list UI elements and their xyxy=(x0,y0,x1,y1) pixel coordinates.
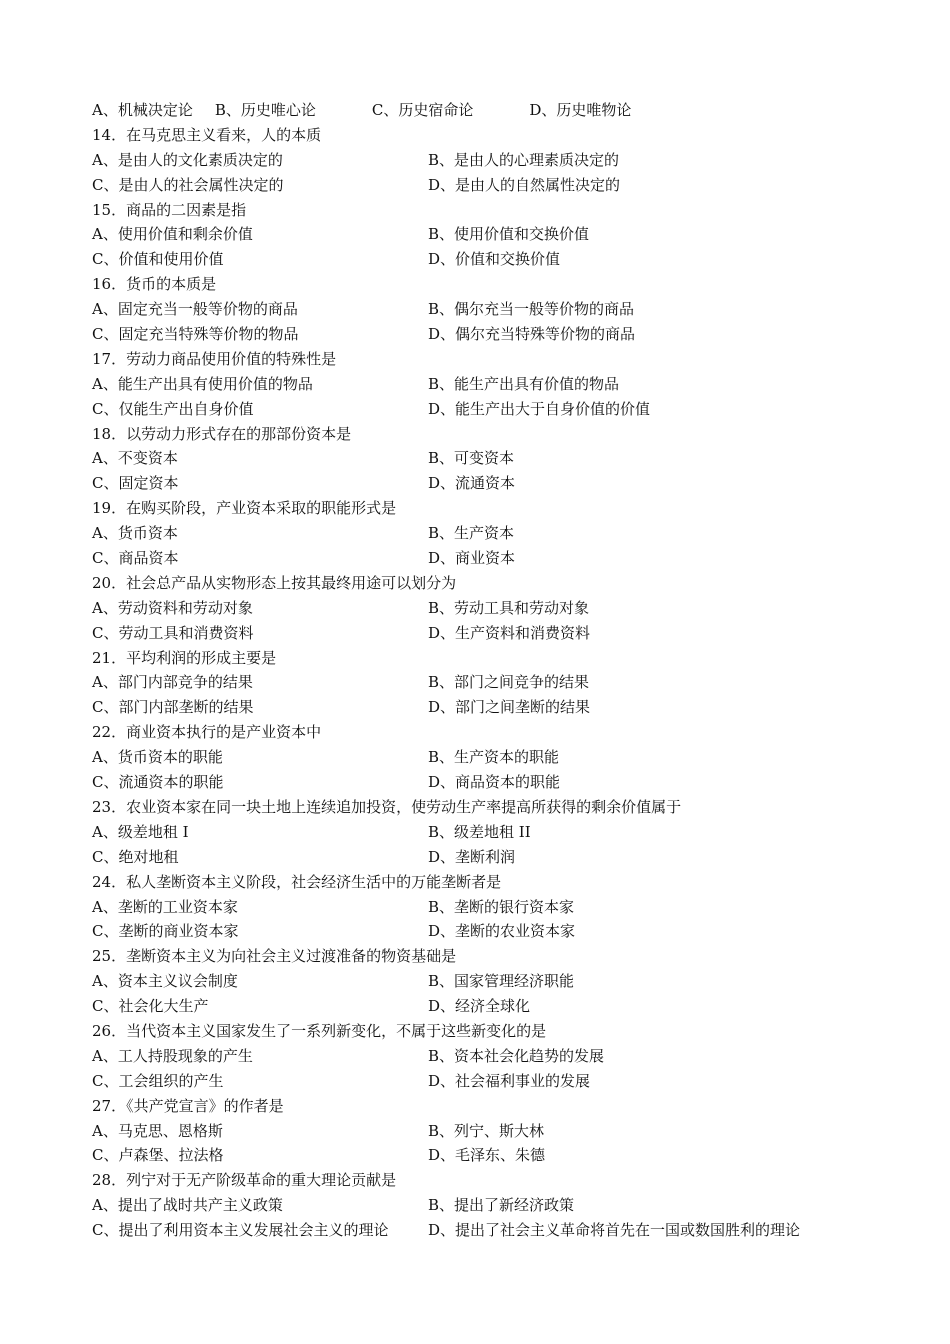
question-stem: 16．货币的本质是 xyxy=(92,275,217,294)
option-row xyxy=(92,1218,882,1243)
option-d: D、能生产出大于自身价值的价值 xyxy=(428,399,651,418)
option-b: B、列宁、斯大林 xyxy=(428,1121,545,1140)
option-d: D、历史唯物论 xyxy=(529,101,632,119)
option-a: A、是由人的文化素质决定的 xyxy=(92,150,283,169)
question-stem: 22．商业资本执行的是产业资本中 xyxy=(92,723,322,742)
option-c: C、固定充当特殊等价物的物品 xyxy=(92,325,299,344)
option-row xyxy=(92,969,882,994)
question-stem: 19．在购买阶段，产业资本采取的职能形式是 xyxy=(92,499,397,518)
option-c: C、绝对地租 xyxy=(92,847,179,866)
option-b: B、生产资本的职能 xyxy=(428,748,560,767)
option-c: C、商品资本 xyxy=(92,549,179,568)
option-d: D、垄断利润 xyxy=(428,847,516,866)
question-block xyxy=(92,944,882,1019)
option-row xyxy=(92,148,882,173)
question-stem: 23．农业资本家在同一块土地上连续追加投资，使劳动生产率提高所获得的剩余价值属于 xyxy=(92,797,682,816)
option-a: A、机械决定论 xyxy=(92,101,193,119)
question-13-options xyxy=(92,98,882,123)
question-block xyxy=(92,347,882,422)
option-b: B、偶尔充当一般等价物的商品 xyxy=(428,300,635,319)
question-block xyxy=(92,198,882,273)
question-list xyxy=(92,123,882,1243)
option-d: D、偶尔充当特殊等价物的商品 xyxy=(428,325,636,344)
option-d: D、垄断的农业资本家 xyxy=(428,922,576,941)
option-a: A、能生产出具有使用价值的物品 xyxy=(92,374,313,393)
question-stem: 25．垄断资本主义为向社会主义过渡准备的物资基础是 xyxy=(92,947,457,966)
option-row xyxy=(92,1119,882,1144)
option-row xyxy=(92,397,882,422)
option-row xyxy=(92,745,882,770)
option-row xyxy=(92,695,882,720)
question-block xyxy=(92,422,882,497)
option-row xyxy=(92,247,882,272)
option-row xyxy=(92,297,882,322)
option-d: D、部门之间垄断的结果 xyxy=(428,698,591,717)
question-block xyxy=(92,571,882,646)
exam-page xyxy=(92,98,882,1243)
option-b: B、级差地租 II xyxy=(428,822,531,841)
option-c: C、部门内部垄断的结果 xyxy=(92,698,254,717)
option-a: A、垄断的工业资本家 xyxy=(92,897,238,916)
option-a: A、使用价值和剩余价值 xyxy=(92,225,253,244)
question-stem: 24．私人垄断资本主义阶段，社会经济生活中的万能垄断者是 xyxy=(92,872,502,891)
question-block xyxy=(92,795,882,870)
option-c: C、社会化大生产 xyxy=(92,997,209,1016)
option-row xyxy=(92,621,882,646)
option-b: B、劳动工具和劳动对象 xyxy=(428,598,590,617)
option-row xyxy=(92,546,882,571)
option-a: A、级差地租 I xyxy=(92,822,189,841)
option-b: B、部门之间竞争的结果 xyxy=(428,673,590,692)
option-c: C、固定资本 xyxy=(92,474,179,493)
option-row xyxy=(92,521,882,546)
question-stem: 17．劳动力商品使用价值的特殊性是 xyxy=(92,349,337,368)
question-stem: 20．社会总产品从实物形态上按其最终用途可以划分为 xyxy=(92,573,457,592)
option-d: D、提出了社会主义革命将首先在一国或数国胜利的理论 xyxy=(428,1221,801,1240)
option-row xyxy=(92,1069,882,1094)
option-a: A、资本主义议会制度 xyxy=(92,972,238,991)
option-row xyxy=(92,994,882,1019)
option-row xyxy=(92,770,882,795)
option-d: D、生产资料和消费资料 xyxy=(428,623,591,642)
option-b: B、使用价值和交换价值 xyxy=(428,225,590,244)
question-block xyxy=(92,720,882,795)
option-row xyxy=(92,895,882,920)
option-a: A、工人持股现象的产生 xyxy=(92,1046,253,1065)
option-b: B、提出了新经济政策 xyxy=(428,1196,575,1215)
option-row xyxy=(92,845,882,870)
question-stem: 27．《共产党宣言》的作者是 xyxy=(92,1096,284,1115)
option-row xyxy=(92,471,882,496)
option-a: A、货币资本 xyxy=(92,524,178,543)
option-b: B、是由人的心理素质决定的 xyxy=(428,150,620,169)
option-d: D、商品资本的职能 xyxy=(428,773,561,792)
option-b: B、生产资本 xyxy=(428,524,515,543)
option-c: C、垄断的商业资本家 xyxy=(92,922,239,941)
option-d: D、是由人的自然属性决定的 xyxy=(428,175,621,194)
option-d: D、经济全球化 xyxy=(428,997,531,1016)
option-a: A、不变资本 xyxy=(92,449,178,468)
option-d: D、社会福利事业的发展 xyxy=(428,1071,591,1090)
option-a: A、部门内部竞争的结果 xyxy=(92,673,253,692)
option-row xyxy=(92,322,882,347)
option-b: B、可变资本 xyxy=(428,449,515,468)
option-a: A、劳动资料和劳动对象 xyxy=(92,598,253,617)
option-b: B、历史唯心论 xyxy=(214,101,316,119)
question-stem: 21．平均利润的形成主要是 xyxy=(92,648,277,667)
option-row xyxy=(92,1193,882,1218)
option-d: D、价值和交换价值 xyxy=(428,250,561,269)
option-d: D、毛泽东、朱德 xyxy=(428,1146,546,1165)
question-block xyxy=(92,1168,882,1243)
question-block xyxy=(92,272,882,347)
option-row xyxy=(92,670,882,695)
option-b: B、资本社会化趋势的发展 xyxy=(428,1046,605,1065)
option-row xyxy=(92,372,882,397)
question-block xyxy=(92,1094,882,1169)
option-c: C、是由人的社会属性决定的 xyxy=(92,175,284,194)
option-row xyxy=(92,173,882,198)
question-stem: 15．商品的二因素是指 xyxy=(92,200,247,219)
option-a: A、固定充当一般等价物的商品 xyxy=(92,300,298,319)
question-block xyxy=(92,646,882,721)
option-d: D、商业资本 xyxy=(428,549,516,568)
option-row xyxy=(92,446,882,471)
option-c: C、流通资本的职能 xyxy=(92,773,224,792)
option-c: C、提出了利用资本主义发展社会主义的理论 xyxy=(92,1221,389,1240)
option-c: C、历史宿命论 xyxy=(371,101,474,119)
option-a: A、提出了战时共产主义政策 xyxy=(92,1196,283,1215)
option-row xyxy=(92,596,882,621)
question-block xyxy=(92,1019,882,1094)
option-row xyxy=(92,222,882,247)
option-row xyxy=(92,919,882,944)
question-stem: 14．在马克思主义看来，人的本质 xyxy=(92,125,322,144)
option-d: D、流通资本 xyxy=(428,474,516,493)
option-a: A、马克思、恩格斯 xyxy=(92,1121,223,1140)
option-c: C、价值和使用价值 xyxy=(92,250,224,269)
question-stem: 18．以劳动力形式存在的那部份资本是 xyxy=(92,424,352,443)
question-stem: 28．列宁对于无产阶级革命的重大理论贡献是 xyxy=(92,1171,397,1190)
question-block xyxy=(92,870,882,945)
option-b: B、垄断的银行资本家 xyxy=(428,897,575,916)
option-a: A、货币资本的职能 xyxy=(92,748,223,767)
question-block xyxy=(92,123,882,198)
option-c: C、劳动工具和消费资料 xyxy=(92,623,254,642)
option-row xyxy=(92,820,882,845)
question-block xyxy=(92,496,882,571)
option-b: B、能生产出具有价值的物品 xyxy=(428,374,620,393)
option-row xyxy=(92,1143,882,1168)
option-row xyxy=(92,1044,882,1069)
option-b: B、国家管理经济职能 xyxy=(428,972,575,991)
option-c: C、卢森堡、拉法格 xyxy=(92,1146,224,1165)
option-c: C、工会组织的产生 xyxy=(92,1071,224,1090)
question-stem: 26．当代资本主义国家发生了一系列新变化，不属于这些新变化的是 xyxy=(92,1021,547,1040)
option-c: C、仅能生产出自身价值 xyxy=(92,399,254,418)
